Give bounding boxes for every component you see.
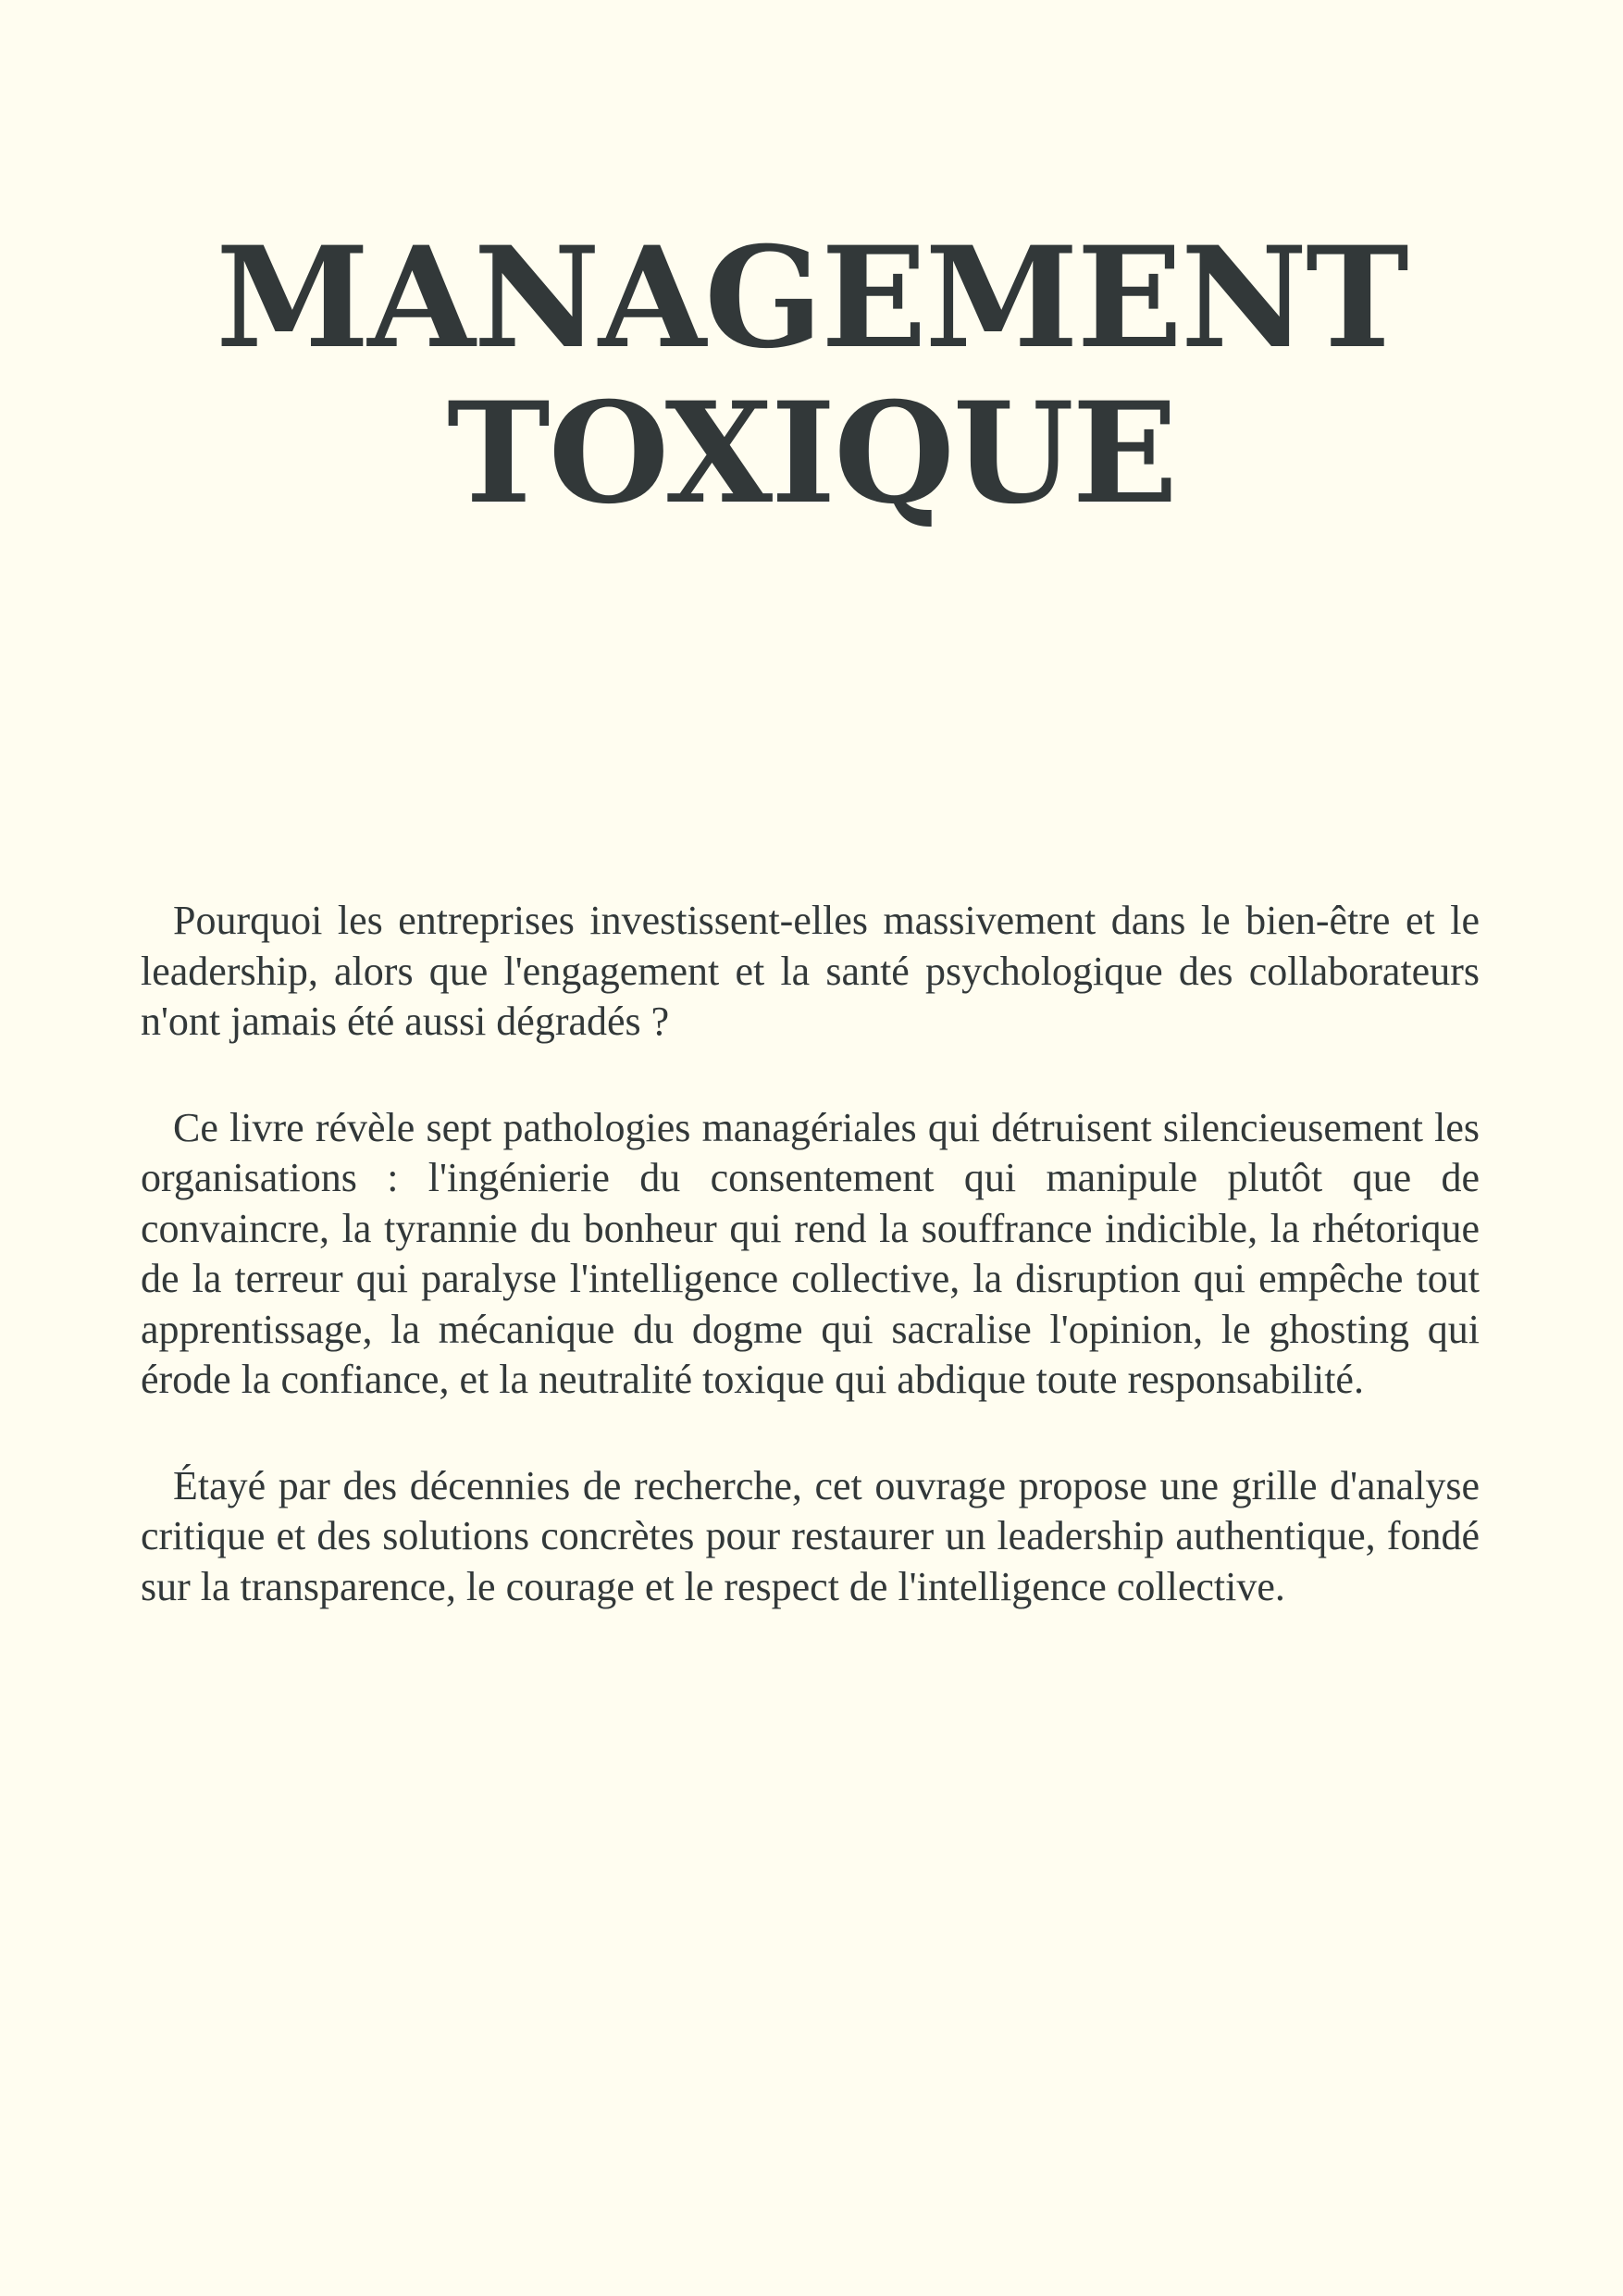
title-line-1: MANAGEMENT bbox=[216, 217, 1407, 379]
paragraph-pathologies: Ce livre révèle sept pathologies managériales qui détruisent silencieusement les organisations : l'ingénierie du consentement qui manipule plutôt que de convaincre, la tyrannie du bonheur qui rend la souffrance indicible, la rhétorique de la terreur qui paralyse l'intelligence collective, la disruption qui empêche tout apprentissage, la mécanique du dogme qui sacralise l'opinion, le ghosting qui érode la confiance, et la neutralité toxique qui abdique toute responsabilité. bbox=[141, 1104, 1480, 1402]
paragraph-solutions: Étayé par des décennies de recherche, cet ouvrage propose une grille d'analyse critique et des solutions concrètes pour restaurer un leadership authentique, fondé sur la transparence, le courage et le respect de l'intelligence collective. bbox=[141, 1462, 1480, 1609]
paragraph-question: Pourquoi les entreprises investissent-elles massivement dans le bien-être et le leadership, alors que l'engagement et la santé psychologique des collaborateurs n'ont jamais été aussi dégradés ? bbox=[141, 898, 1480, 1044]
book-title bbox=[0, 217, 1623, 535]
back-cover-text bbox=[141, 896, 1480, 1668]
title-line-2: TOXIQUE bbox=[446, 372, 1176, 535]
